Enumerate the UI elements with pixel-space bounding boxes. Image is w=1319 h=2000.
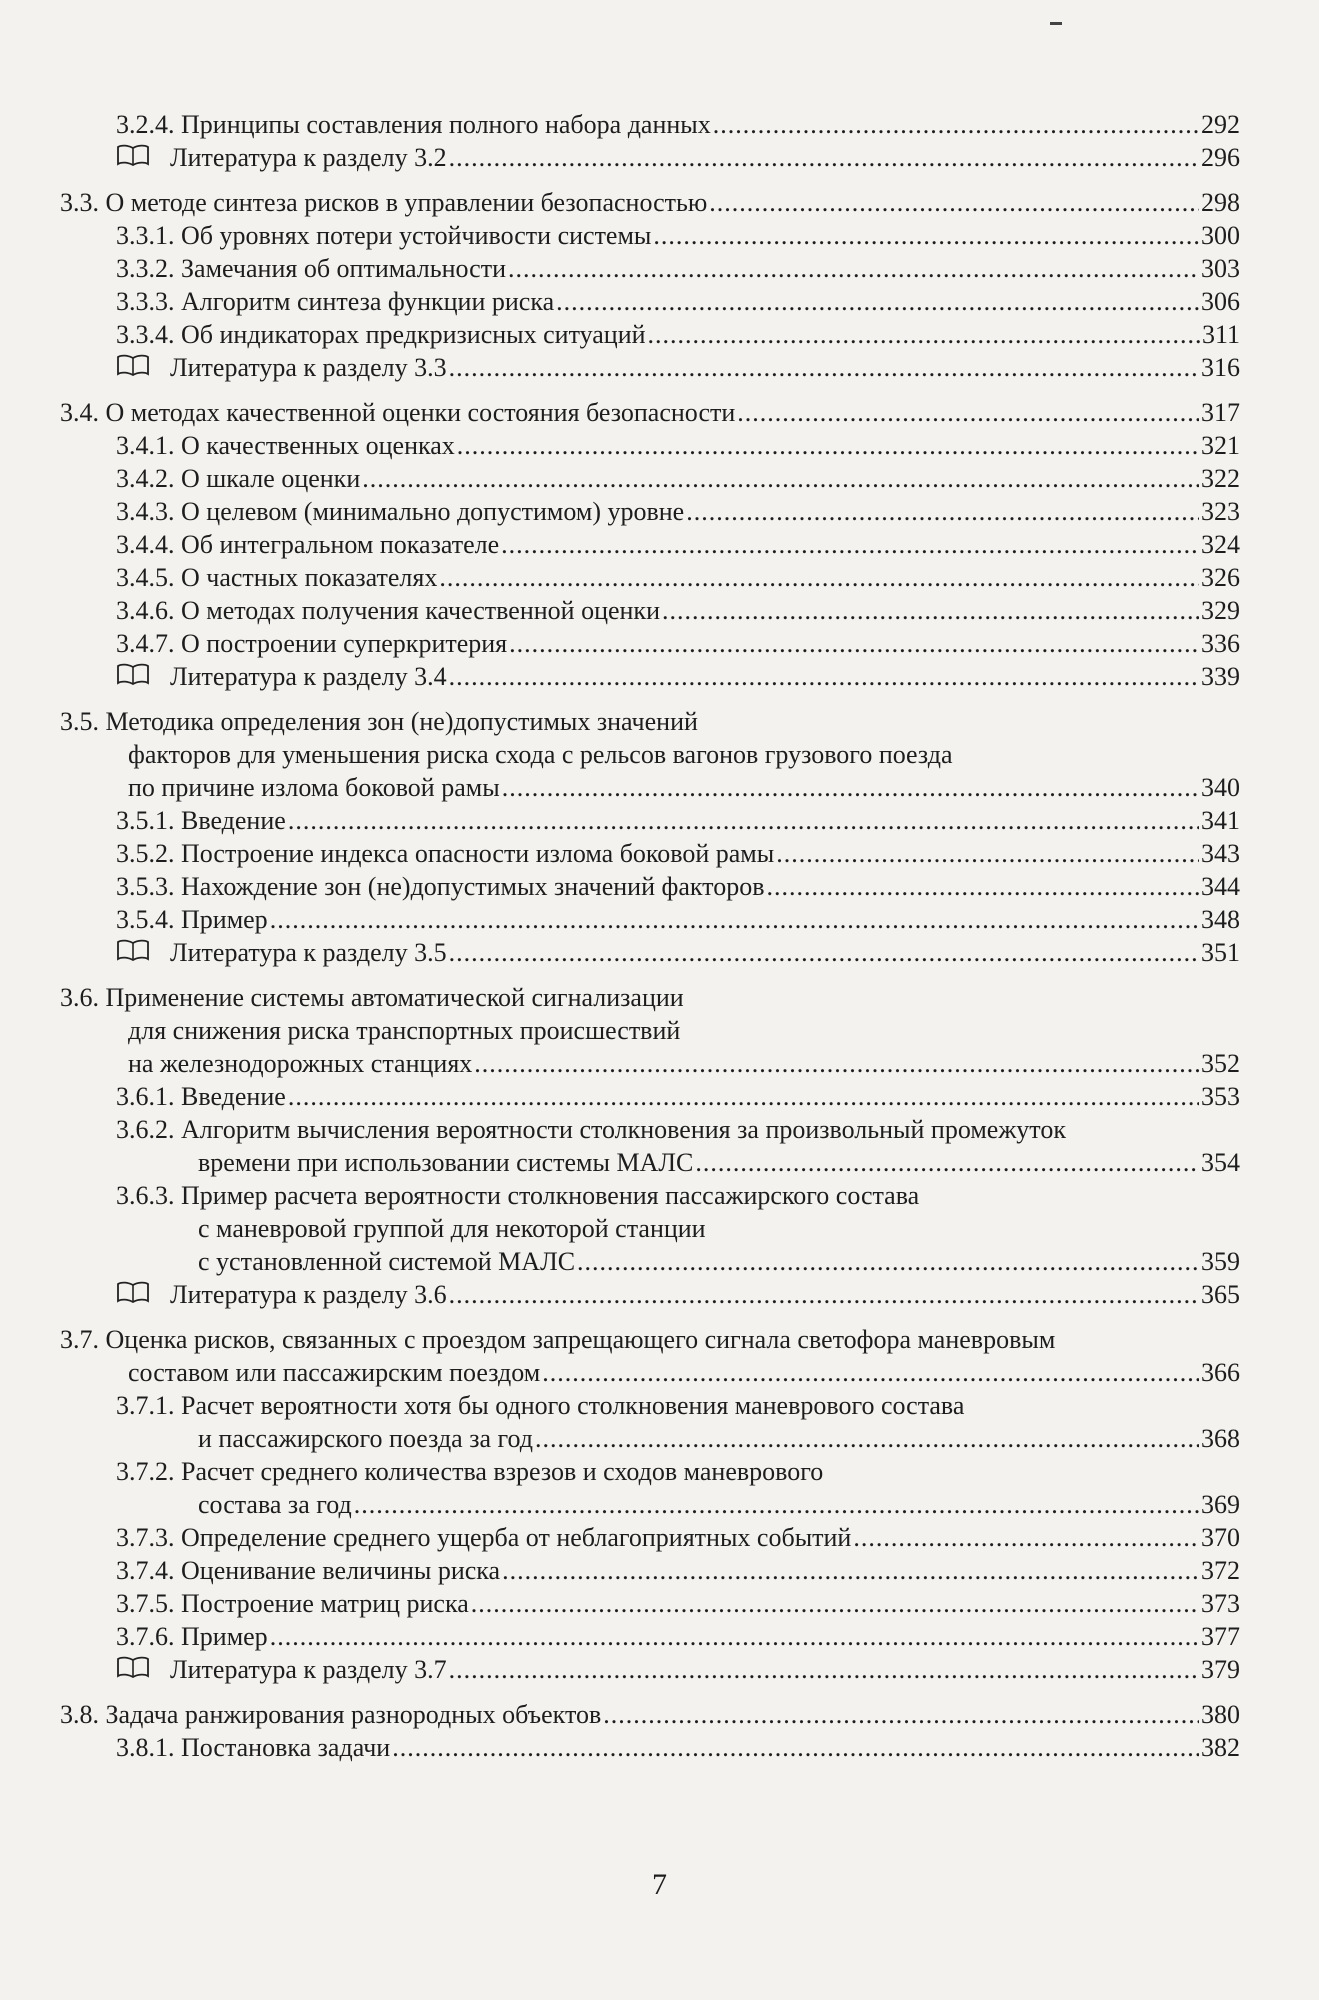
toc-entry-title: 3.5. Методика определения зон (не)допустимых значений [60,707,698,736]
toc-page-number: 348 [1201,905,1240,934]
toc-literature [60,351,1240,384]
toc-page-number: 372 [1201,1556,1240,1585]
dot-leader [502,1554,1199,1587]
dot-leader [457,429,1199,462]
toc-section [60,186,1240,219]
toc-subsection [60,285,1240,318]
toc-literature [60,141,1240,174]
toc-entry-title: 3.3.2. Замечания об оптимальности [116,254,506,283]
toc-subsection [60,627,1240,660]
toc-page-number: 326 [1201,563,1240,592]
toc-entry-title: 3.7.4. Оценивание величины риска [116,1556,501,1585]
printer-mark [1050,22,1062,25]
toc-literature [60,1653,1240,1686]
toc-subsection [60,903,1240,936]
toc-literature [60,660,1240,693]
toc-literature [60,1278,1240,1311]
toc-page-number: 359 [1201,1247,1240,1276]
toc-section [60,705,1240,804]
dot-leader [686,495,1199,528]
dot-leader [392,1731,1199,1764]
book-icon [116,660,150,682]
dot-leader [439,561,1199,594]
toc-entry-title: 3.7.3. Определение среднего ущерба от неблагоприятных событий [116,1523,852,1552]
toc-entry-title: 3.3. О методе синтеза рисков в управлении безопасностью [60,188,708,217]
toc-page-number: 365 [1201,1280,1240,1309]
toc-subsection [60,1455,1240,1521]
toc-entry-title: времени при использовании системы МАЛС [198,1148,694,1177]
toc-entry-title: 3.6.2. Алгоритм вычисления вероятности столкновения за произвольный промежуток [116,1115,1066,1144]
toc-subsection [60,1389,1240,1455]
toc-subsection [60,1080,1240,1113]
dot-leader [449,660,1199,693]
toc-page-number: 298 [1201,188,1240,217]
toc-page-number: 351 [1201,938,1240,967]
dot-leader [449,1653,1199,1686]
dot-leader [471,1587,1199,1620]
toc-subsection [60,837,1240,870]
toc-page-number: 323 [1201,497,1240,526]
toc-entry-title: 3.7.2. Расчет среднего количества взрезов и сходов маневрового [116,1457,824,1486]
toc-entry-title: 3.6.1. Введение [116,1082,286,1111]
table-of-contents [60,108,1240,1764]
toc-page-number: 296 [1201,143,1240,172]
dot-leader [449,936,1199,969]
toc-page-number: 306 [1201,287,1240,316]
toc-subsection [60,1554,1240,1587]
book-icon [116,1653,150,1675]
toc-entry-title: 3.3.3. Алгоритм синтеза функции риска [116,287,555,316]
dot-leader [766,870,1199,903]
dot-leader [270,1620,1199,1653]
toc-subsection [60,561,1240,594]
toc-subsection [60,594,1240,627]
toc-subsection [60,1521,1240,1554]
dot-leader [853,1521,1199,1554]
page-number: 7 [652,1868,667,1901]
toc-entry-title: 3.3.4. Об индикаторах предкризисных ситуаций [116,320,646,349]
dot-leader [502,771,1199,804]
toc-entry-title: 3.7.6. Пример [116,1622,268,1651]
toc-entry-title: 3.4.7. О построении суперкритерия [116,629,508,658]
toc-entry-title: Литература к разделу 3.6 [170,1280,447,1309]
dot-leader [270,903,1199,936]
toc-entry-title: Литература к разделу 3.3 [170,353,447,382]
toc-entry-title: 3.7.1. Расчет вероятности хотя бы одного столкновения маневрового состава [116,1391,965,1420]
toc-subsection [60,1731,1240,1764]
toc-page-number: 311 [1201,320,1240,349]
dot-leader [508,252,1199,285]
toc-entry-title: 3.5.3. Нахождение зон (не)допустимых значений факторов [116,872,765,901]
dot-leader [709,186,1199,219]
toc-page-number: 343 [1201,839,1240,868]
dot-leader [354,1488,1199,1521]
toc-subsection [60,429,1240,462]
toc-subsection [60,462,1240,495]
toc-entry-title: 3.7. Оценка рисков, связанных с проездом запрещающего сигнала светофора маневровым [60,1325,1056,1354]
toc-page-number: 344 [1201,872,1240,901]
toc-subsection [60,108,1240,141]
toc-subsection [60,219,1240,252]
toc-page-number: 366 [1201,1358,1240,1387]
toc-page-number: 354 [1201,1148,1240,1177]
toc-page-number: 373 [1201,1589,1240,1618]
toc-page-number: 321 [1201,431,1240,460]
dot-leader [713,108,1199,141]
toc-entry-title: составом или пассажирским поездом [128,1358,541,1387]
book-icon [116,141,150,163]
toc-page-number: 316 [1201,353,1240,382]
toc-entry-title: с установленной системой МАЛС [198,1247,576,1276]
toc-subsection [60,1179,1240,1278]
toc-entry-title: и пассажирского поезда за год [198,1424,534,1453]
toc-entry-title: 3.6.3. Пример расчета вероятности столкновения пассажирского состава [116,1181,920,1210]
dot-leader [449,141,1199,174]
dot-leader [662,594,1199,627]
dot-leader [556,285,1199,318]
dot-leader [501,528,1199,561]
toc-entry-title: факторов для уменьшения риска схода с рельсов вагонов грузового поезда [128,740,953,769]
toc-section [60,1698,1240,1731]
toc-page-number: 370 [1201,1523,1240,1552]
toc-literature [60,936,1240,969]
toc-page-number: 340 [1201,773,1240,802]
toc-entry-title: 3.3.1. Об уровнях потери устойчивости системы [116,221,652,250]
toc-page-number: 292 [1201,110,1240,139]
dot-leader [449,351,1199,384]
toc-page-number: 382 [1201,1733,1240,1762]
toc-section [60,396,1240,429]
dot-leader [288,1080,1199,1113]
toc-page-number: 341 [1201,806,1240,835]
dot-leader [603,1698,1199,1731]
toc-page-number: 324 [1201,530,1240,559]
dot-leader [542,1356,1199,1389]
toc-page-number: 369 [1201,1490,1240,1519]
toc-entry-title: 3.8. Задача ранжирования разнородных объектов [60,1700,602,1729]
toc-entry-title: 3.4.3. О целевом (минимально допустимом) уровне [116,497,685,526]
toc-subsection [60,870,1240,903]
toc-entry-title: 3.2.4. Принципы составления полного набора данных [116,110,711,139]
dot-leader [535,1422,1199,1455]
toc-page-number: 353 [1201,1082,1240,1111]
toc-entry-title: на железнодорожных станциях [128,1049,473,1078]
toc-entry-title: с маневровой группой для некоторой станции [198,1214,706,1243]
dot-leader [653,219,1199,252]
toc-page-number: 368 [1201,1424,1240,1453]
toc-page-number: 322 [1201,464,1240,493]
dot-leader [474,1047,1199,1080]
toc-entry-title: 3.8.1. Постановка задачи [116,1733,391,1762]
book-icon [116,936,150,958]
dot-leader [577,1245,1199,1278]
toc-page-number: 379 [1201,1655,1240,1684]
toc-entry-title: 3.4.1. О качественных оценках [116,431,455,460]
toc-section [60,981,1240,1080]
toc-page-number: 380 [1201,1700,1240,1729]
toc-entry-title: для снижения риска транспортных происшествий [128,1016,681,1045]
dot-leader [648,318,1200,351]
toc-entry-title: 3.5.2. Построение индекса опасности излома боковой рамы [116,839,775,868]
toc-entry-title: 3.4.4. Об интегральном показателе [116,530,500,559]
dot-leader [449,1278,1199,1311]
dot-leader [288,804,1199,837]
toc-subsection [60,804,1240,837]
toc-subsection [60,495,1240,528]
toc-subsection [60,1620,1240,1653]
toc-entry-title: 3.5.4. Пример [116,905,268,934]
toc-page-number: 303 [1201,254,1240,283]
toc-section [60,1323,1240,1389]
toc-page-number: 377 [1201,1622,1240,1651]
toc-subsection [60,1113,1240,1179]
toc-entry-title: 3.4.2. О шкале оценки [116,464,361,493]
dot-leader [362,462,1199,495]
toc-entry-title: состава за год [198,1490,352,1519]
book-icon [116,1278,150,1300]
toc-page-number: 317 [1201,398,1240,427]
toc-entry-title: по причине излома боковой рамы [128,773,500,802]
dot-leader [737,396,1199,429]
dot-leader [776,837,1199,870]
toc-entry-title: 3.4. О методах качественной оценки состояния безопасности [60,398,736,427]
toc-entry-title: Литература к разделу 3.7 [170,1655,447,1684]
dot-leader [695,1146,1199,1179]
toc-entry-title: 3.4.5. О частных показателях [116,563,438,592]
toc-entry-title: Литература к разделу 3.2 [170,143,447,172]
toc-page-number: 352 [1201,1049,1240,1078]
toc-subsection [60,252,1240,285]
book-icon [116,351,150,373]
toc-page-number: 300 [1201,221,1240,250]
toc-entry-title: Литература к разделу 3.5 [170,938,447,967]
toc-subsection [60,318,1240,351]
toc-subsection [60,1587,1240,1620]
toc-subsection [60,528,1240,561]
toc-page-number: 329 [1201,596,1240,625]
toc-entry-title: 3.5.1. Введение [116,806,286,835]
toc-entry-title: Литература к разделу 3.4 [170,662,447,691]
dot-leader [509,627,1199,660]
toc-page-number: 336 [1201,629,1240,658]
toc-entry-title: 3.4.6. О методах получения качественной оценки [116,596,660,625]
toc-entry-title: 3.7.5. Построение матриц риска [116,1589,469,1618]
toc-page-number: 339 [1201,662,1240,691]
toc-entry-title: 3.6. Применение системы автоматической сигнализации [60,983,684,1012]
